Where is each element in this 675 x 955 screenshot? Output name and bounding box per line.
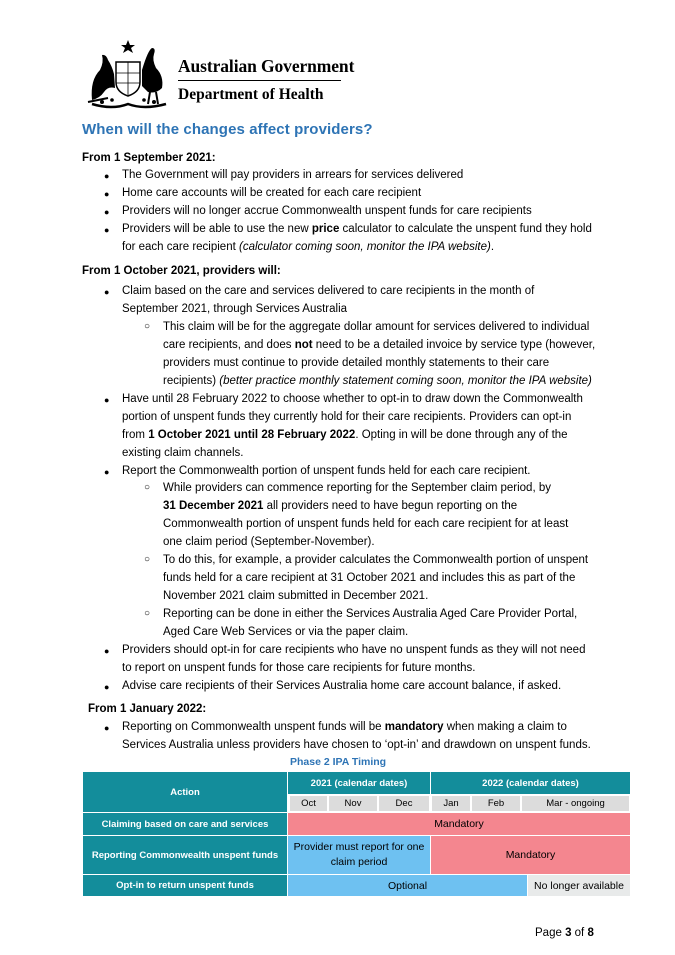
cell-mandatory: Mandatory xyxy=(431,836,630,874)
bullet-icon: ● xyxy=(104,189,110,199)
sub-list-item-continued: providers must continue to provide detailed monthly statements to their care xyxy=(163,357,550,369)
sub-list-item-continued: 31 December 2021 all providers need to have begun reporting on the xyxy=(163,500,518,512)
sub-list-item-continued: Aged Care Web Services or via the paper claim. xyxy=(163,626,409,638)
sub-list-item: This claim will be for the aggregate dollar amount for services delivered to individual xyxy=(163,321,590,333)
sub-list-item-continued: care recipients, and does not need to be a detailed invoice by service type (however, xyxy=(163,339,596,351)
row-label-optin: Opt-in to return unspent funds xyxy=(83,875,287,896)
month-cell: Mar - ongoing xyxy=(522,796,629,811)
list-item-continued: Services Australia unless providers have chosen to ‘opt-in’ and drawdown on unspent funds. xyxy=(122,739,591,751)
month-cell: Feb xyxy=(472,796,520,811)
table-header-2021: 2021 (calendar dates) xyxy=(288,772,430,794)
sub-list-item-continued: November 2021 claim submitted in December 2021. xyxy=(163,590,429,602)
row-label-claiming: Claiming based on care and services xyxy=(83,813,287,835)
section-heading-jan-2022: From 1 January 2022: xyxy=(88,703,207,715)
bullet-icon: ● xyxy=(104,171,110,181)
sub-bullet-icon: ○ xyxy=(144,554,151,565)
month-cell: Dec xyxy=(379,796,429,811)
department-name: Department of Health xyxy=(178,86,324,103)
month-cell: Oct xyxy=(290,796,327,811)
page-title: When will the changes affect providers? xyxy=(82,121,373,138)
cell-report-one-period xyxy=(288,836,430,874)
sub-bullet-icon: ○ xyxy=(144,608,151,619)
cell-text-line: claim period xyxy=(330,856,388,868)
sub-list-item-continued: funds held for a care recipient at 31 October 2021 and includes this as part of the xyxy=(163,572,576,584)
sub-list-item: Reporting can be done in either the Services Australia Aged Care Provider Portal, xyxy=(163,608,578,620)
list-item: Providers should opt-in for care recipients who have no unspent funds as they will not need xyxy=(122,644,586,656)
list-item: Providers will be able to use the new price calculator to calculate the unspent fund they hold xyxy=(122,223,592,235)
sub-bullet-icon: ○ xyxy=(144,482,151,493)
list-item: Claim based on the care and services delivered to care recipients in the month of xyxy=(122,285,535,297)
sub-list-item: While providers can commence reporting for the September claim period, by xyxy=(163,482,551,494)
month-cell: Jan xyxy=(432,796,470,811)
bullet-icon: ● xyxy=(104,646,110,656)
section-heading-oct-2021: From 1 October 2021, providers will: xyxy=(82,265,281,277)
sub-list-item-continued: recipients) (better practice monthly statement coming soon, monitor the IPA website) xyxy=(163,375,592,387)
section-heading-sep-2021: From 1 September 2021: xyxy=(82,152,216,164)
list-item: Report the Commonwealth portion of unspent funds held for each care recipient. xyxy=(122,465,531,477)
government-name: Australian Government xyxy=(178,56,355,76)
bullet-icon: ● xyxy=(104,225,110,235)
header-divider xyxy=(178,80,341,81)
page-number: Page 3 of 8 xyxy=(535,927,594,939)
list-item: Providers will no longer accrue Commonwealth unspent funds for care recipients xyxy=(122,205,532,217)
list-item-continued: from 1 October 2021 until 28 February 2022. Opting in will be done through any of the xyxy=(122,429,568,441)
row-label-reporting: Reporting Commonwealth unspent funds xyxy=(83,836,287,874)
bullet-icon: ● xyxy=(104,207,110,217)
cell-optional: Optional xyxy=(288,875,527,896)
month-cell: Nov xyxy=(329,796,377,811)
list-item-continued: existing claim channels. xyxy=(122,447,244,459)
list-item: Reporting on Commonwealth unspent funds will be mandatory when making a claim to xyxy=(122,721,567,733)
list-item: The Government will pay providers in arrears for services delivered xyxy=(122,169,464,181)
list-item-continued: to report on unspent funds for those care recipients for future months. xyxy=(122,662,476,674)
list-item-continued: for each care recipient (calculator coming soon, monitor the IPA website). xyxy=(122,241,495,253)
sub-bullet-icon: ○ xyxy=(144,321,151,332)
table-header-2022: 2022 (calendar dates) xyxy=(431,772,630,794)
bullet-icon: ● xyxy=(104,395,110,405)
sub-list-item-continued: Commonwealth portion of unspent funds held for each care recipient for at least xyxy=(163,518,569,530)
list-item: Have until 28 February 2022 to choose whether to opt-in to draw down the Commonwealth xyxy=(122,393,583,405)
list-item-continued: September 2021, through Services Australia xyxy=(122,303,348,315)
bullet-icon: ● xyxy=(104,287,110,297)
cell-no-longer-available: No longer available xyxy=(528,875,630,896)
bullet-icon: ● xyxy=(104,467,110,477)
table-header-action: Action xyxy=(83,772,287,812)
list-item-continued: portion of unspent funds they currently hold for their care recipients. Providers can opt-in xyxy=(122,411,572,423)
cell-mandatory: Mandatory xyxy=(288,813,630,835)
coat-of-arms-logo xyxy=(82,40,174,110)
bullet-icon: ● xyxy=(104,682,110,692)
bullet-icon: ● xyxy=(104,723,110,733)
cell-text-line: Provider must report for one xyxy=(293,841,425,853)
list-item: Advise care recipients of their Services Australia home care account balance, if asked. xyxy=(122,680,562,692)
sub-list-item-continued: one claim period (September-November). xyxy=(163,536,375,548)
table-title: Phase 2 IPA Timing xyxy=(290,756,387,768)
list-item: Home care accounts will be created for each care recipient xyxy=(122,187,422,199)
sub-list-item: To do this, for example, a provider calculates the Commonwealth portion of unspent xyxy=(163,554,589,566)
